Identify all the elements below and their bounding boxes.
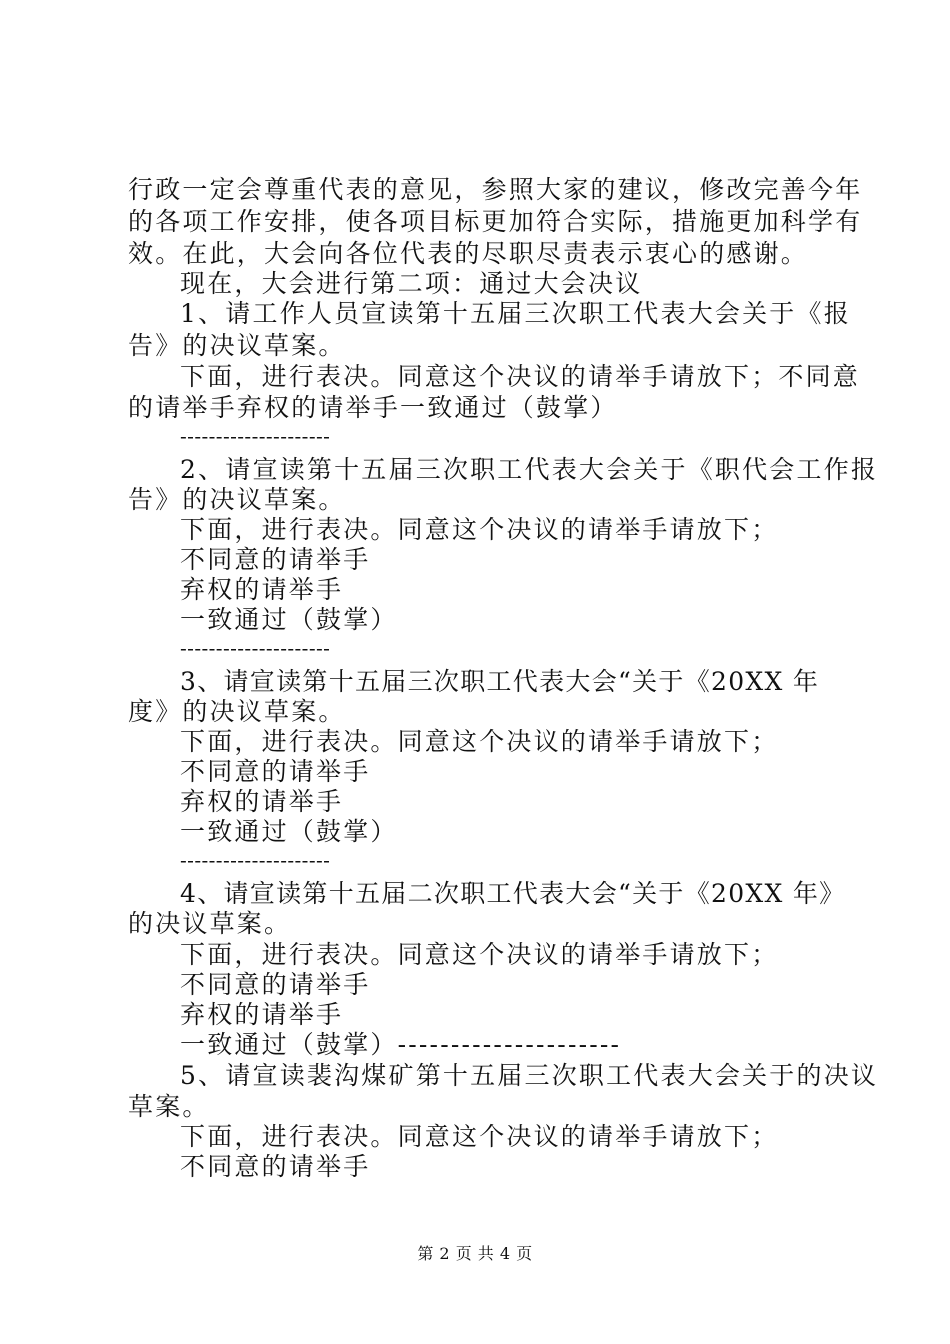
resolution-item-3: 3、请宣读第十五届三次职工代表大会“关于《20XX 年 xyxy=(180,667,820,696)
vote-line: 不同意的请举手 xyxy=(180,970,371,999)
vote-line: 不同意的请举手 xyxy=(180,757,371,786)
vote-line: 下面，进行表决。同意这个决议的请举手请放下； xyxy=(180,940,779,969)
resolution-item-4: 4、请宣读第十五届二次职工代表大会“关于《20XX 年》 xyxy=(180,879,846,908)
body-line: 草案。 xyxy=(128,1092,210,1121)
vote-line: 弃权的请举手 xyxy=(180,575,344,604)
separator-dashes: --------------------- xyxy=(180,848,331,872)
body-line: 的各项工作安排，使各项目标更加符合实际，措施更加科学有 xyxy=(128,207,863,236)
resolution-item-2: 2、请宣读第十五届三次职工代表大会关于《职代会工作报 xyxy=(180,455,879,484)
vote-line: 下面，进行表决。同意这个决议的请举手请放下； xyxy=(180,1122,779,1151)
separator-dashes: --------------------- xyxy=(180,636,331,660)
body-line: 告》的决议草案。 xyxy=(128,331,346,360)
body-line: 的决议草案。 xyxy=(128,909,292,938)
vote-line: 弃权的请举手 xyxy=(180,787,344,816)
separator-dashes: --------------------- xyxy=(180,424,331,448)
vote-line: 下面，进行表决。同意这个决议的请举手请放下； xyxy=(180,515,779,544)
vote-line: 一致通过（鼓掌）--------------------- xyxy=(180,1030,622,1059)
resolution-item-5: 5、请宣读裴沟煤矿第十五届三次职工代表大会关于的决议 xyxy=(180,1061,879,1090)
vote-line: 一致通过（鼓掌） xyxy=(180,817,398,846)
body-line: 效。在此，大会向各位代表的尽职尽责表示衷心的感谢。 xyxy=(128,239,809,268)
vote-line: 的请举手弃权的请举手一致通过（鼓掌） xyxy=(128,393,618,422)
vote-line: 下面，进行表决。同意这个决议的请举手请放下； xyxy=(180,727,779,756)
vote-line: 一致通过（鼓掌） xyxy=(180,605,398,634)
page-number-footer: 第 2 页 共 4 页 xyxy=(417,1244,533,1263)
body-line: 告》的决议草案。 xyxy=(128,485,346,514)
body-line: 度》的决议草案。 xyxy=(128,697,346,726)
body-line: 行政一定会尊重代表的意见，参照大家的建议，修改完善今年 xyxy=(128,175,863,204)
body-line: 现在，大会进行第二项：通过大会决议 xyxy=(180,269,643,298)
vote-line: 不同意的请举手 xyxy=(180,545,371,574)
resolution-item-1: 1、请工作人员宣读第十五届三次职工代表大会关于《报 xyxy=(180,299,851,328)
vote-line: 弃权的请举手 xyxy=(180,1000,344,1029)
vote-line: 不同意的请举手 xyxy=(180,1152,371,1181)
vote-line: 下面，进行表决。同意这个决议的请举手请放下；不同意 xyxy=(180,362,861,391)
